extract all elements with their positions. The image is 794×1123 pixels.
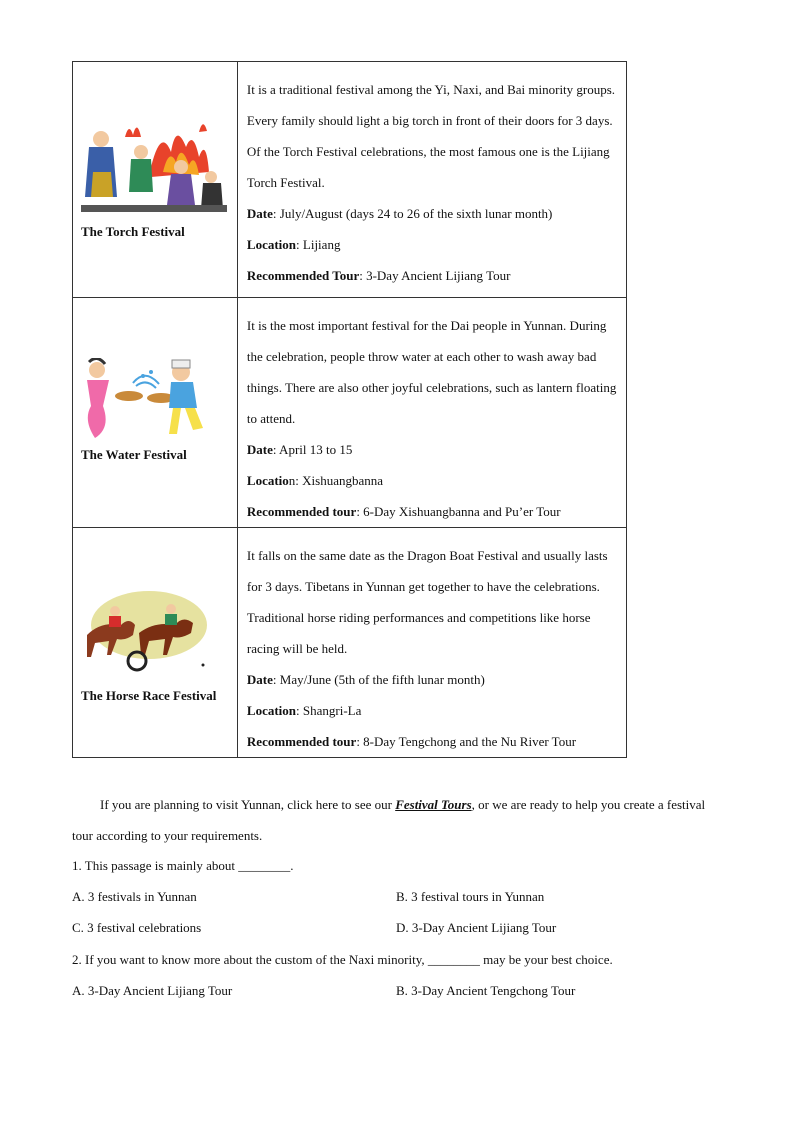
festival-tour [247, 496, 618, 527]
festival-image-cell [73, 528, 238, 758]
location-value: n: Xishuangbanna [288, 473, 384, 488]
festival-tours-link[interactable]: Festival Tours [395, 797, 472, 812]
answer-option-b[interactable]: B. 3 festival tours in Yunnan [396, 889, 545, 904]
tour-label: Recommended tour [246, 504, 357, 519]
festival-name: The Water Festival [81, 447, 187, 462]
table-row [73, 298, 627, 528]
festival-name: The Torch Festival [81, 224, 185, 239]
date-label: Date [246, 442, 273, 457]
festival-description: It is the most important festival for the Dai people in Yunnan. During the celebration, people throw water at each other to wash away bad things. There are also other joyful celebrations, such as lantern floating to attend. [246, 318, 617, 426]
tour-value: : 8-Day Tengchong and the Nu River Tour [356, 734, 577, 749]
location-value: : Shangri-La [296, 703, 362, 718]
festival-tour [247, 260, 618, 291]
closing-paragraph [72, 789, 722, 851]
date-value: : April 13 to 15 [272, 442, 353, 457]
tour-value: : 3-Day Ancient Lijiang Tour [359, 268, 511, 283]
question-stem: 2. If you want to know more about the custom of the Naxi minority, ________ may be your best choice. [72, 952, 613, 967]
location-value: : Lijiang [296, 237, 341, 252]
festival-date [247, 434, 618, 465]
festival-details-cell [237, 298, 626, 528]
question-stem: 1. This passage is mainly about ________. [72, 858, 294, 873]
paragraph-text-after: , or we are ready to help you create a festival tour according to your requirements. [72, 797, 706, 843]
answer-option-b[interactable]: B. 3-Day Ancient Tengchong Tour [396, 983, 576, 998]
tour-label: Recommended Tour [246, 268, 360, 283]
date-label: Date [246, 206, 273, 221]
festival-date [247, 664, 618, 695]
answer-option-c[interactable]: C. 3 festival celebrations [72, 920, 202, 935]
festival-table [72, 61, 627, 758]
festival-image-cell [73, 62, 238, 298]
water-festival-illustration [81, 358, 216, 440]
horse-race-festival-illustration [81, 583, 216, 673]
paragraph-text-before: If you are planning to visit Yunnan, click here to see our [100, 797, 396, 812]
answer-option-a[interactable]: A. 3 festivals in Yunnan [72, 889, 197, 904]
table-row [73, 528, 627, 758]
table-row [73, 62, 627, 298]
festival-date [247, 198, 618, 229]
festival-location [247, 695, 618, 726]
tour-label: Recommended tour [246, 734, 357, 749]
location-label: Location [246, 237, 297, 252]
festival-details-cell [237, 62, 626, 298]
festival-location [247, 229, 618, 260]
location-label: Locatio [246, 473, 289, 488]
answer-option-a[interactable]: A. 3-Day Ancient Lijiang Tour [72, 983, 233, 998]
date-label: Date [246, 672, 273, 687]
torch-festival-illustration [81, 117, 227, 212]
date-value: : May/June (5th of the fifth lunar month) [272, 672, 485, 687]
answer-option-d[interactable]: D. 3-Day Ancient Lijiang Tour [396, 920, 557, 935]
festival-name: The Horse Race Festival [81, 688, 217, 703]
festival-location [247, 465, 618, 496]
festival-description: It is a traditional festival among the Yi, Naxi, and Bai minority groups. Every family should light a big torch in front of their doors for 3 days. Of the Torch Festival celebrations, the most famous one is the Lijiang Torch Festival. [246, 82, 616, 190]
festival-description: It falls on the same date as the Dragon Boat Festival and usually lasts for 3 days. Tibetans in Yunnan get together to have the celebrations. Traditional horse riding performances and competitions like horse racing will be held. [246, 548, 608, 656]
tour-value: : 6-Day Xishuangbanna and Pu’er Tour [356, 504, 561, 519]
festival-details-cell [237, 528, 626, 758]
location-label: Location [246, 703, 297, 718]
festival-tour [247, 726, 618, 757]
date-value: : July/August (days 24 to 26 of the sixth lunar month) [272, 206, 553, 221]
festival-image-cell [73, 298, 238, 528]
